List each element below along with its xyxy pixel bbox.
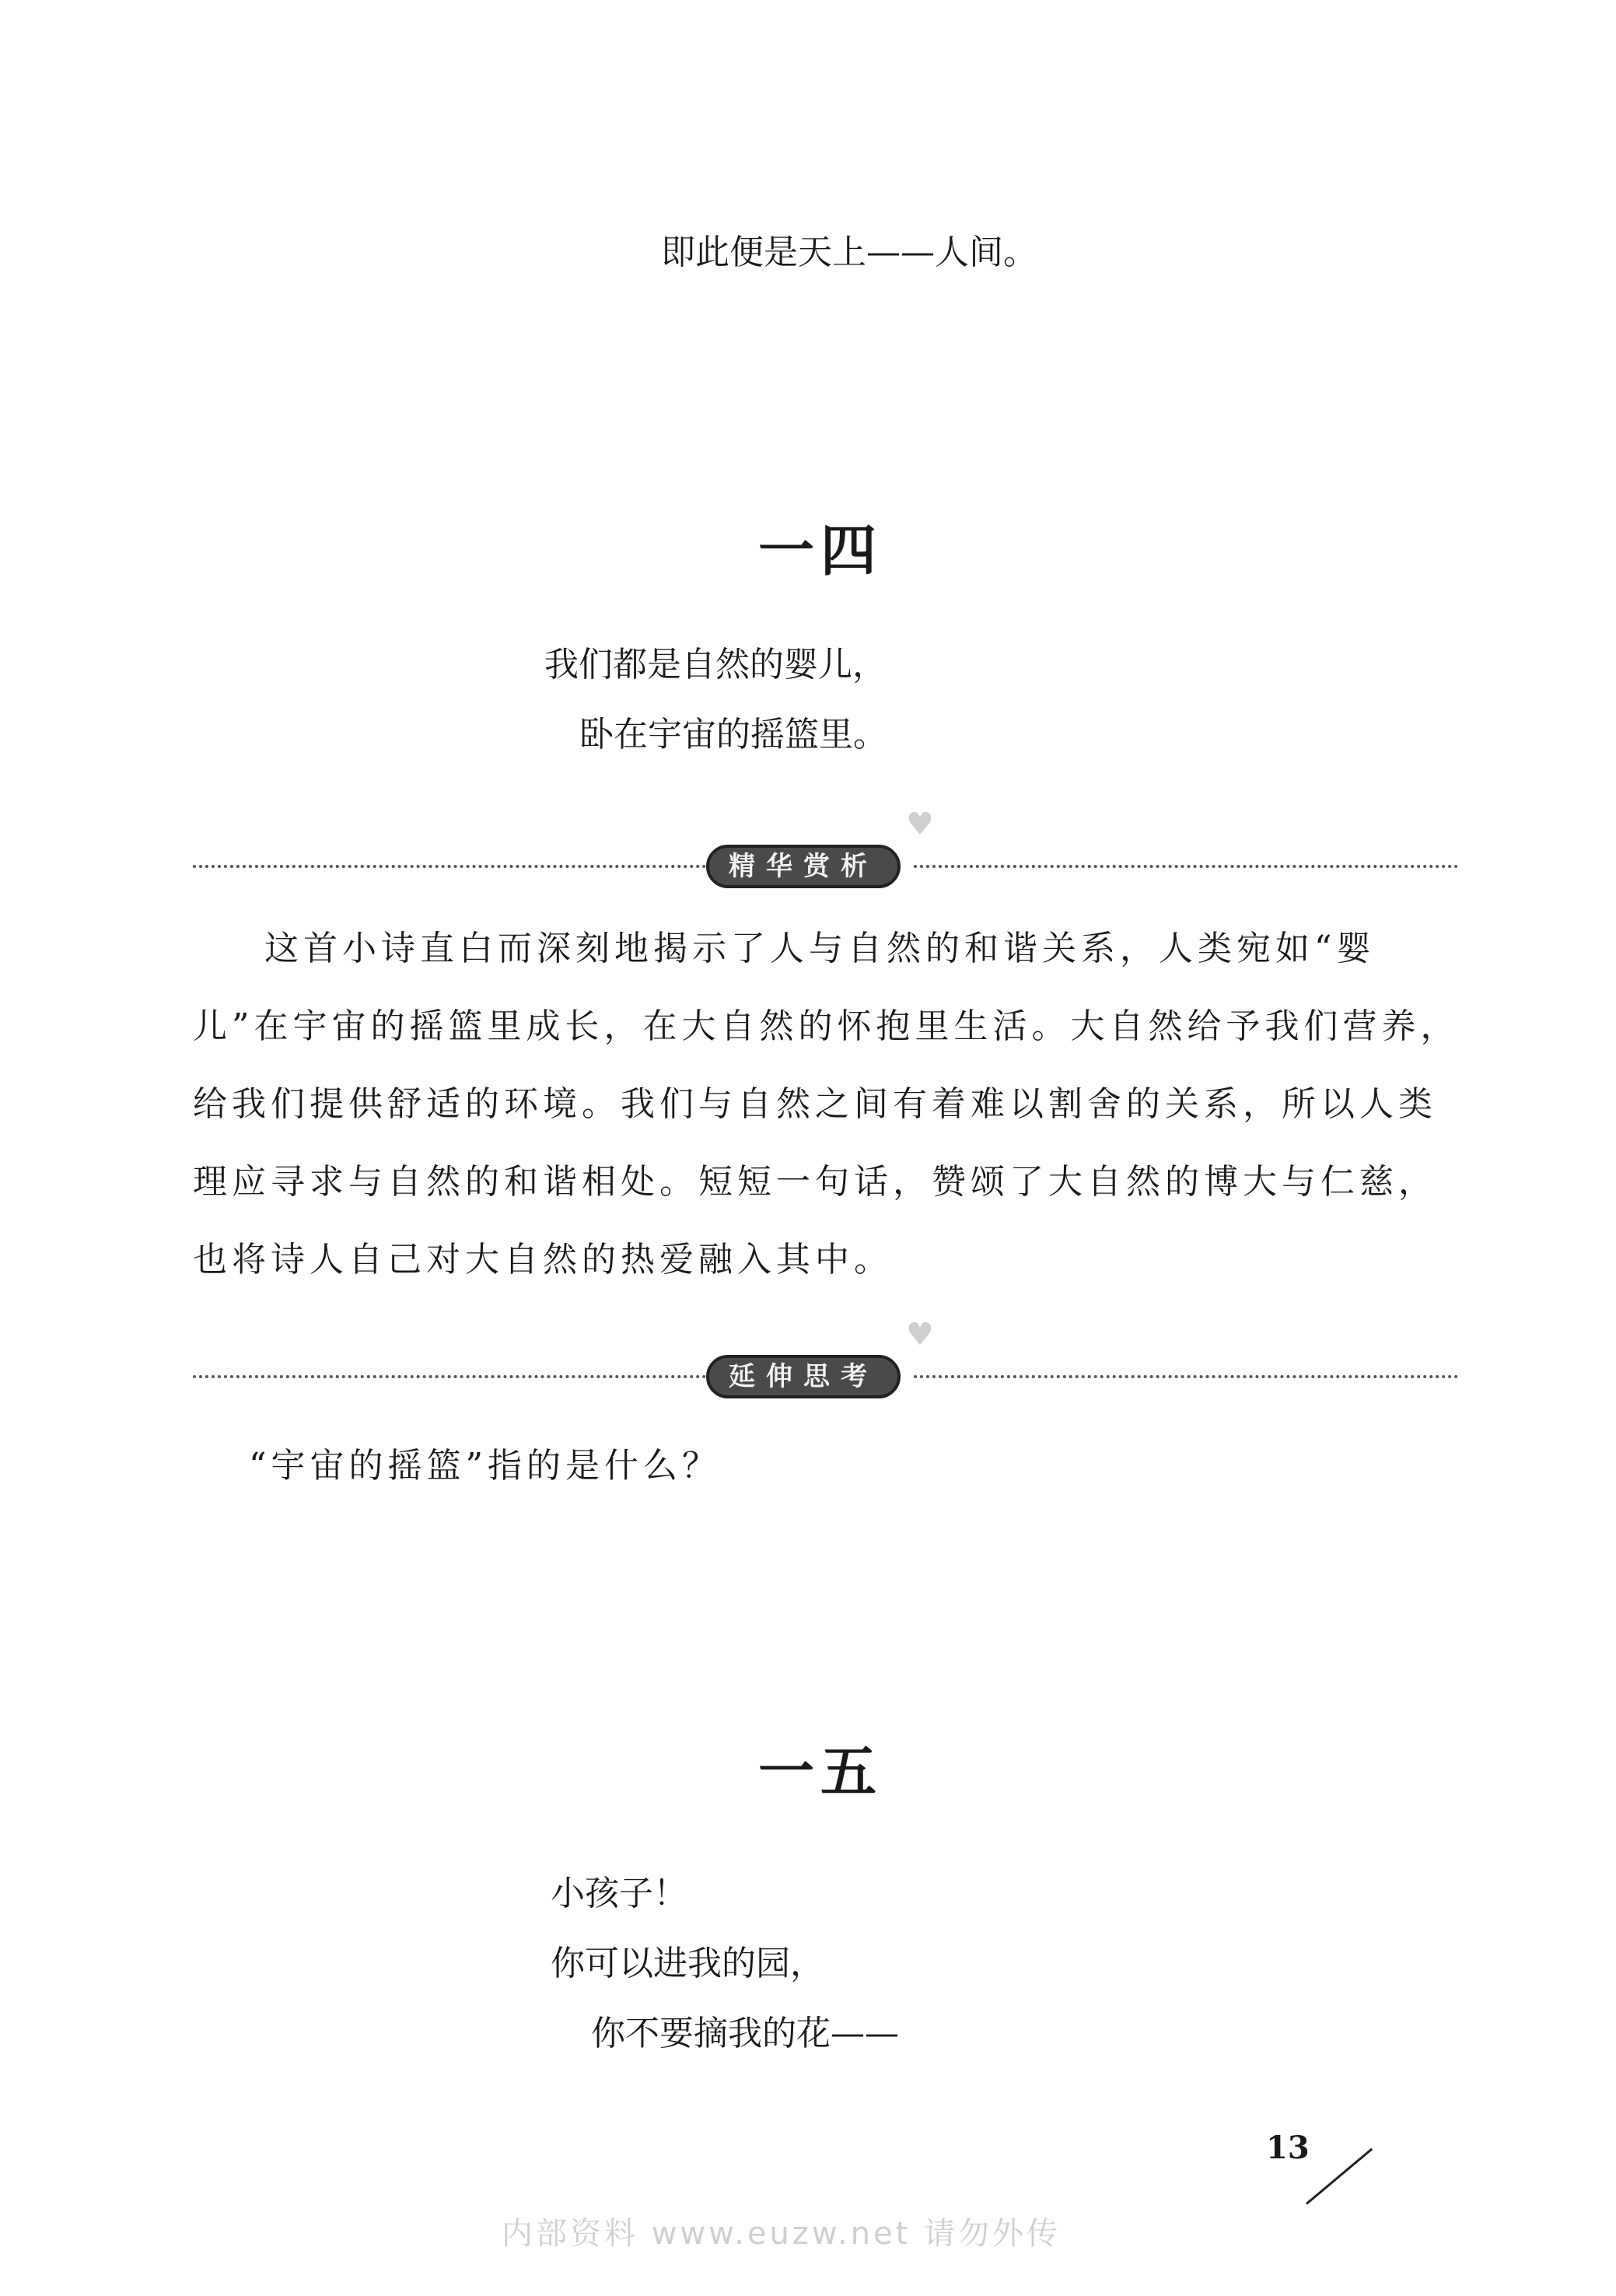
analysis-paragraph: 这首小诗直白而深刻地揭示了人与自然的和谐关系，人类宛如“婴儿”在宇宙的摇篮里成长，在大自然的怀抱里生活。大自然给予我们营养，给我们提供舒适的环境。我们与自然之间有着难以割舍的关系，所以人类理应寻求与自然的和谐相处。短短一句话，赞颂了大自然的博大与仁慈，也将诗人自己对大自然的热爱融入其中。 xyxy=(193,929,1460,1279)
poem-line-3: 你不要摘我的花—— xyxy=(591,2014,899,2053)
heart-icon: ♥ xyxy=(906,1317,934,1353)
section-number-14: 一四 xyxy=(758,518,883,583)
dotted-divider-left xyxy=(193,1375,706,1378)
poem-line-2: 卧在宇宙的摇篮里。 xyxy=(579,715,887,754)
poem-line-continued: 即此便是天上——人间。 xyxy=(661,233,1037,272)
poem-line-2: 你可以进我的园， xyxy=(551,1944,824,1983)
page-number: 13 xyxy=(1266,2130,1310,2166)
dotted-divider-left xyxy=(193,865,706,868)
heart-icon: ♥ xyxy=(906,807,934,842)
poem-line-1: 我们都是自然的婴儿， xyxy=(544,645,887,684)
thinking-question: “宇宙的摇篮”指的是什么？ xyxy=(249,1446,721,1486)
poem-line-1: 小孩子！ xyxy=(551,1874,687,1913)
thinking-badge: 延伸思考 xyxy=(706,1355,901,1398)
analysis-badge: 精华赏析 xyxy=(706,845,901,888)
dotted-divider-right xyxy=(914,865,1458,868)
section-number-15: 一五 xyxy=(758,1739,883,1804)
page-corner-slash xyxy=(1306,2148,1373,2205)
watermark: 内部资料 www.euzw.net 请勿外传 xyxy=(502,2216,1061,2252)
dotted-divider-right xyxy=(914,1375,1458,1378)
